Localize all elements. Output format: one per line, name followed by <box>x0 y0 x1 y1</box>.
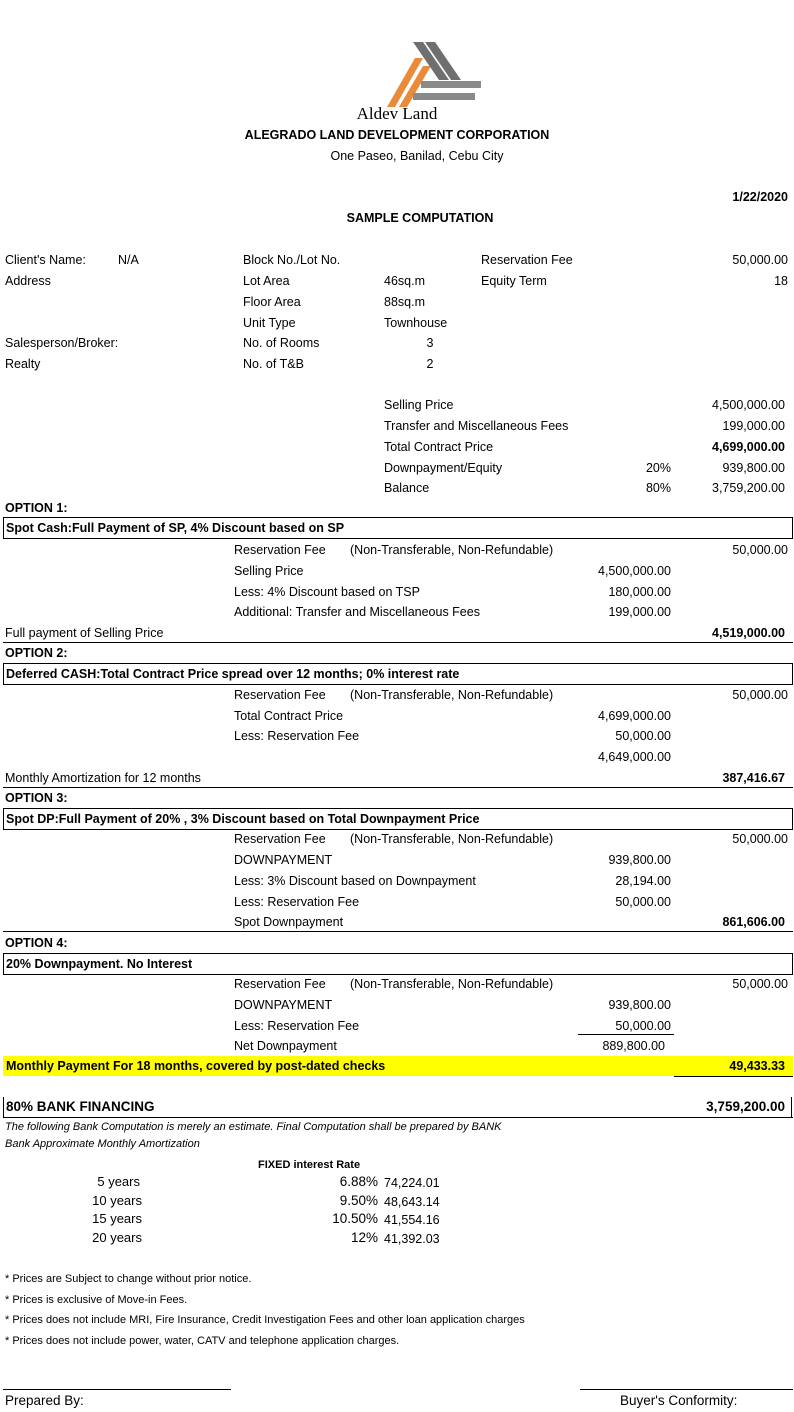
buyer-conformity-label: Buyer's Conformity: <box>620 1393 738 1408</box>
option3-dp-value: 939,800.00 <box>608 853 671 867</box>
rate-amount: 74,224.01 <box>384 1176 440 1190</box>
option1-total-value: 4,519,000.00 <box>712 626 785 640</box>
bank-title: 80% BANK FINANCING <box>6 1099 155 1114</box>
unit-type-label: Unit Type <box>243 316 296 330</box>
option4-less-value: 50,000.00 <box>615 1019 671 1033</box>
option2-total-underline <box>3 787 793 788</box>
transfer-fees-value: 199,000.00 <box>722 419 785 433</box>
option3-spot-value: 861,606.00 <box>722 915 785 929</box>
logo-gray-bar-1 <box>421 81 481 88</box>
floor-area-value: 88sq.m <box>384 295 425 309</box>
rooms-label: No. of Rooms <box>243 336 320 350</box>
option3-discount-label: Less: 3% Discount based on Downpayment <box>234 874 476 888</box>
option4-reservation-note: (Non-Transferable, Non-Refundable) <box>350 977 554 991</box>
client-name-label: Client's Name: <box>5 253 86 267</box>
balance-label: Balance <box>384 481 430 495</box>
bank-note-estimate: The following Bank Computation is merely an estimate. Final Computation shall be prepared by BANK <box>5 1121 502 1133</box>
option1-total-label: Full payment of Selling Price <box>5 626 164 640</box>
note-price-change: * Prices are Subject to change without prior notice. <box>5 1273 252 1285</box>
option2-total-value: 387,416.67 <box>722 771 785 785</box>
option4-subtotal-rule <box>578 1034 674 1035</box>
rate-years: 5 years <box>97 1174 140 1189</box>
bank-right-rule <box>791 1097 792 1117</box>
option1-sp-label: Selling Price <box>234 564 304 578</box>
rooms-value: 3 <box>426 336 434 350</box>
rate-years: 10 years <box>92 1193 142 1208</box>
page-title: SAMPLE COMPUTATION <box>346 211 494 225</box>
option1-discount-label: Less: 4% Discount based on TSP <box>234 585 420 599</box>
option2-reservation-label: Reservation Fee <box>234 688 326 702</box>
realty-label: Realty <box>5 357 41 371</box>
logo-text: Aldev Land <box>356 104 438 123</box>
option4-monthly-label: Monthly Payment For 18 months, covered by post-dated checks <box>6 1059 386 1073</box>
balance-pct: 80% <box>645 481 671 495</box>
client-name-value: N/A <box>118 253 139 267</box>
option2-tcp-label: Total Contract Price <box>234 709 344 723</box>
option4-heading: OPTION 4: <box>5 936 68 950</box>
bank-underline <box>3 1117 793 1118</box>
option3-reservation-note: (Non-Transferable, Non-Refundable) <box>350 832 554 846</box>
option2-heading: OPTION 2: <box>5 646 68 660</box>
option2-less-value: 50,000.00 <box>615 729 671 743</box>
tb-value: 2 <box>426 357 434 371</box>
selling-price-label: Selling Price <box>384 398 454 412</box>
tcp-label: Total Contract Price <box>384 440 494 454</box>
rate-amount: 41,392.03 <box>384 1232 440 1246</box>
equity-term-label: Equity Term <box>481 274 547 288</box>
tcp-value: 4,699,000.00 <box>712 440 785 454</box>
prepared-by-label: Prepared By: <box>5 1393 84 1408</box>
company-address: One Paseo, Banilad, Cebu City <box>330 149 504 163</box>
option3-spot-label: Spot Downpayment <box>234 915 344 929</box>
option1-reservation-label: Reservation Fee <box>234 543 326 557</box>
note-utilities: * Prices does not include power, water, CATV and telephone application charges. <box>5 1335 400 1347</box>
option4-net-value: 889,800.00 <box>602 1039 665 1053</box>
option3-reservation-value: 50,000.00 <box>732 832 788 846</box>
downpayment-pct: 20% <box>645 461 671 475</box>
option3-dp-label: DOWNPAYMENT <box>234 853 333 867</box>
option4-title: 20% Downpayment. No Interest <box>6 957 193 971</box>
option3-heading: OPTION 3: <box>5 791 68 805</box>
company-name: ALEGRADO LAND DEVELOPMENT CORPORATION <box>244 128 550 142</box>
option4-dp-label: DOWNPAYMENT <box>234 998 333 1012</box>
option4-dp-value: 939,800.00 <box>608 998 671 1012</box>
option1-title: Spot Cash:Full Payment of SP, 4% Discount based on SP <box>6 521 345 535</box>
option3-title: Spot DP:Full Payment of 20% , 3% Discount based on Total Downpayment Price <box>6 812 480 826</box>
floor-area-label: Floor Area <box>243 295 301 309</box>
rate-table-header: FIXED interest Rate <box>258 1159 361 1171</box>
bank-value: 3,759,200.00 <box>706 1099 785 1114</box>
logo-gray-bar-2 <box>413 93 475 100</box>
selling-price-value: 4,500,000.00 <box>712 398 785 412</box>
option3-less-value: 50,000.00 <box>615 895 671 909</box>
lot-area-value: 46sq.m <box>384 274 425 288</box>
rate-percent: 9.50% <box>339 1193 378 1208</box>
rate-amount: 48,643.14 <box>384 1195 440 1209</box>
rate-years: 20 years <box>92 1230 142 1245</box>
note-move-in-fees: * Prices is exclusive of Move-in Fees. <box>5 1294 188 1306</box>
tb-label: No. of T&B <box>243 357 304 371</box>
option4-reservation-label: Reservation Fee <box>234 977 326 991</box>
option1-sp-value: 4,500,000.00 <box>598 564 671 578</box>
option2-title: Deferred CASH:Total Contract Price spread over 12 months; 0% interest rate <box>6 667 460 681</box>
option4-monthly-value: 49,433.33 <box>729 1059 785 1073</box>
option1-total-underline <box>3 642 793 643</box>
downpayment-value: 939,800.00 <box>722 461 785 475</box>
lot-area-label: Lot Area <box>243 274 290 288</box>
option4-less-label: Less: Reservation Fee <box>234 1019 360 1033</box>
prepared-by-line <box>3 1389 231 1390</box>
company-logo <box>385 40 485 108</box>
salesperson-label: Salesperson/Broker: <box>5 336 119 350</box>
downpayment-label: Downpayment/Equity <box>384 461 503 475</box>
option3-total-underline <box>3 931 793 932</box>
rate-percent: 12% <box>350 1230 378 1245</box>
bank-left-rule <box>3 1097 4 1117</box>
rate-percent: 10.50% <box>332 1211 378 1226</box>
note-insurance: * Prices does not include MRI, Fire Insurance, Credit Investigation Fees and other loan application charges <box>5 1314 525 1326</box>
document-date: 1/22/2020 <box>732 190 788 204</box>
rate-percent: 6.88% <box>339 1174 378 1189</box>
reservation-fee-value: 50,000.00 <box>732 253 788 267</box>
balance-value: 3,759,200.00 <box>712 481 785 495</box>
option2-net-value: 4,649,000.00 <box>598 750 671 764</box>
equity-term-value: 18 <box>774 274 788 288</box>
option1-reservation-value: 50,000.00 <box>732 543 788 557</box>
bank-note-amortization: Bank Approximate Monthly Amortization <box>5 1138 200 1150</box>
option1-reservation-note: (Non-Transferable, Non-Refundable) <box>350 543 554 557</box>
option3-discount-value: 28,194.00 <box>615 874 671 888</box>
option4-net-label: Net Downpayment <box>234 1039 337 1053</box>
block-lot-label: Block No./Lot No. <box>243 253 341 267</box>
option4-monthly-underline <box>674 1076 793 1077</box>
rate-amount: 41,554.16 <box>384 1213 440 1227</box>
reservation-fee-label: Reservation Fee <box>481 253 573 267</box>
option2-less-label: Less: Reservation Fee <box>234 729 360 743</box>
option1-discount-value: 180,000.00 <box>608 585 671 599</box>
option3-less-label: Less: Reservation Fee <box>234 895 360 909</box>
option2-tcp-value: 4,699,000.00 <box>598 709 671 723</box>
option2-total-label: Monthly Amortization for 12 months <box>5 771 201 785</box>
option3-reservation-label: Reservation Fee <box>234 832 326 846</box>
buyer-conformity-line <box>580 1389 793 1390</box>
option2-reservation-note: (Non-Transferable, Non-Refundable) <box>350 688 554 702</box>
option1-additional-value: 199,000.00 <box>608 605 671 619</box>
option1-heading: OPTION 1: <box>5 501 68 515</box>
option1-additional-label: Additional: Transfer and Miscellaneous Fees <box>234 605 480 619</box>
transfer-fees-label: Transfer and Miscellaneous Fees <box>384 419 569 433</box>
unit-type-value: Townhouse <box>384 316 448 330</box>
option4-reservation-value: 50,000.00 <box>732 977 788 991</box>
option2-reservation-value: 50,000.00 <box>732 688 788 702</box>
client-address-label: Address <box>5 274 51 288</box>
rate-years: 15 years <box>92 1211 142 1226</box>
